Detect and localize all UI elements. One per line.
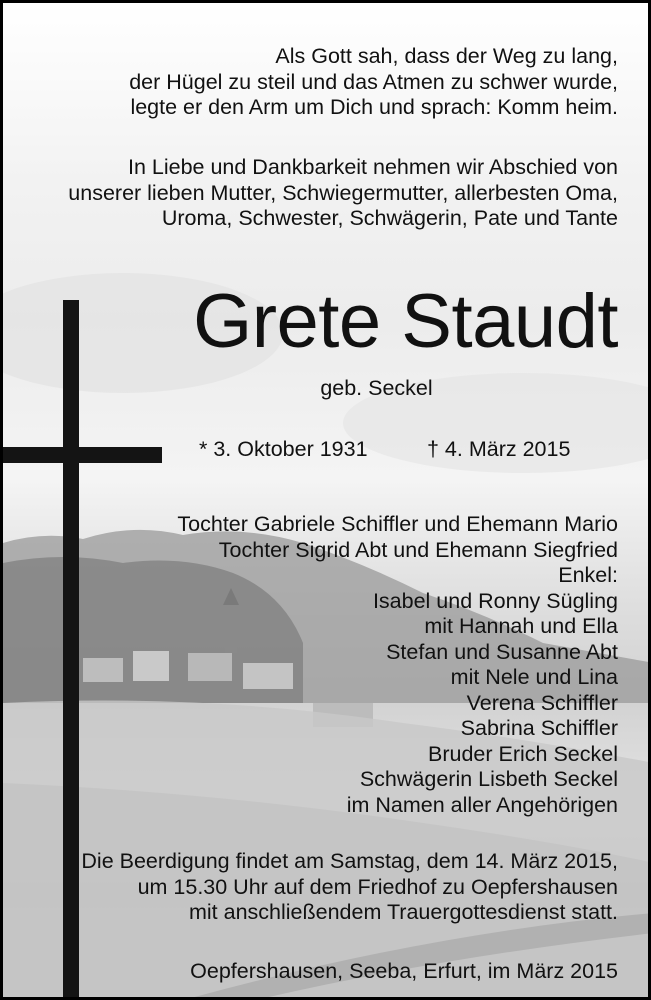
mourner-line: Isabel und Ronny Sügling bbox=[372, 588, 618, 613]
intro-block bbox=[68, 155, 618, 232]
poem-line: Als Gott sah, dass der Weg zu lang, bbox=[275, 44, 618, 68]
cross-horizontal-beam bbox=[3, 447, 162, 463]
cross-vertical-beam bbox=[63, 300, 79, 1000]
mourner-line: mit Hannah und Ella bbox=[424, 614, 618, 638]
poem-line: legte er den Arm um Dich und sprach: Komm heim. bbox=[130, 95, 618, 119]
intro-line: In Liebe und Dankbarkeit nehmen wir Abschied von bbox=[127, 155, 618, 179]
intro-line: unserer lieben Mutter, Schwiegermutter, allerbesten Oma, bbox=[68, 180, 618, 205]
deceased-name: Grete Staudt bbox=[193, 279, 618, 364]
mourner-line: Sabrina Schiffler bbox=[460, 716, 618, 740]
mourners-list bbox=[177, 512, 618, 818]
funeral-info bbox=[81, 849, 618, 926]
funeral-line: um 15.30 Uhr auf dem Friedhof zu Oepfershausen bbox=[137, 874, 618, 899]
birth-date: * 3. Oktober 1931 bbox=[199, 437, 368, 461]
mourner-line: Verena Schiffler bbox=[466, 690, 618, 715]
place-and-date: Oepfershausen, Seeba, Erfurt, im März 2015 bbox=[190, 959, 618, 983]
mourner-line: mit Nele und Lina bbox=[450, 665, 618, 689]
funeral-line: Die Beerdigung findet am Samstag, dem 14. März 2015, bbox=[81, 849, 618, 873]
birth-name: geb. Seckel bbox=[320, 376, 433, 400]
mourner-line: im Namen aller Angehörigen bbox=[346, 792, 618, 817]
intro-line: Uroma, Schwester, Schwägerin, Pate und Tante bbox=[161, 206, 618, 230]
mourner-line: Enkel: bbox=[558, 563, 618, 587]
funeral-line: mit anschließendem Trauergottesdienst statt. bbox=[188, 900, 618, 924]
village-house bbox=[133, 651, 169, 681]
mourner-line: Bruder Erich Seckel bbox=[428, 741, 618, 766]
mourner-line: Tochter Gabriele Schiffler und Ehemann Mario bbox=[177, 512, 618, 536]
mourner-line: Stefan und Susanne Abt bbox=[386, 639, 618, 664]
poem-block bbox=[129, 44, 618, 121]
mourner-line: Tochter Sigrid Abt und Ehemann Siegfried bbox=[218, 537, 618, 562]
death-date: † 4. März 2015 bbox=[427, 437, 571, 461]
mourner-line: Schwägerin Lisbeth Seckel bbox=[359, 767, 618, 791]
poem-line: der Hügel zu steil und das Atmen zu schwer wurde, bbox=[129, 69, 618, 94]
village-house bbox=[83, 658, 123, 682]
